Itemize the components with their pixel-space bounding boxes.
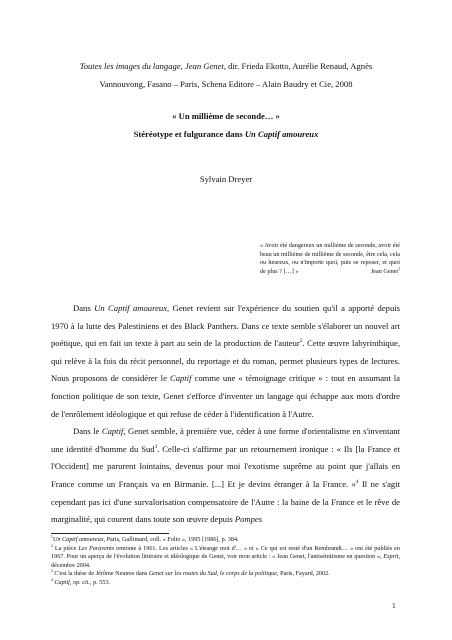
footnote-ref-3[interactable]: 3	[154, 443, 158, 450]
p2-text-d: Il ne s'agit cependant pas ici d'une survalorisation compensatoire de l'Autre : la haine de la France et le rêve de marginalité, qui courent dans toute son œuvre depuis	[51, 478, 400, 525]
footnote-1-text: , Paris, Gallimard, coll. « Folio », 1995 [1986], p. 384.	[103, 536, 239, 543]
source-book-title: Toutes les images du langage, Jean Genet	[79, 61, 224, 71]
footnote-1	[51, 536, 400, 545]
p2-italic-captif: Captif	[101, 426, 124, 437]
p1-text-c: . Cette œuvre labyrinthique, qui relève à la fois du récit personnel, du reportage et du roman, permet plusieurs types de lectures. Nous proposons de considérer le	[51, 338, 400, 384]
p2-text-b: , Genet semble, à première vue, céder à une forme d'orientalisme en s'inventant une identité d'homme du Sud	[51, 426, 400, 454]
footnote-2-text-b: remonte à 1961. Les articles « L'étrange mot d'… » et « Ce qui est resté d'un Rembrandt… » ont été publiés en 1967. Pour un aperçu de l'évolution littéraire et idéologique de Genet, voir mon article : « Jean Genet, l'antisémitisme en question »,	[51, 544, 401, 561]
footnote-2-number: 2	[51, 543, 53, 548]
footnote-4-italic: Captif, op. cit.	[52, 578, 90, 586]
p1-text-b: , Genet revient sur l'expérience du soutien qu'il a apporté depuis 1970 à la lutte des Palestiniens et des Black Panthers. Dans ce texte semble s'élaborer un nouvel art poétique, qui en fait un texte à part au sein de la production de l'auteur	[51, 303, 400, 349]
footnote-ref-2[interactable]: 2	[299, 338, 303, 345]
footnote-ref-4[interactable]: 4	[355, 479, 359, 486]
epigraph-quote: « Avoir été dangereux un millième de seconde, avoir été beau un millième de millième de seconde, être cela, cela ou heureux, ou n'importe quoi, puis se reposer, et quoi de plus ? […] »	[260, 242, 400, 275]
footnote-2-text-c: , décembre 2004.	[51, 553, 400, 569]
body-text	[51, 300, 400, 529]
epigraph-author: Jean Genet	[370, 268, 399, 275]
title-line1: « Un millième de seconde… »	[172, 111, 280, 121]
footnote-3	[51, 570, 400, 579]
p2-italic-pompes: Pompes	[234, 514, 263, 525]
p1-text-d: comme une « témoignage critique » : tout en assumant la fonction politique de son texte, Genet s'efforce d'inventer un langage qui échappe aux mots d'ordre de l'enrôlement idéologique et qui refuse de céder à l'identification à l'Autre.	[51, 373, 400, 419]
p1-italic-title: Un Captif amoureux	[94, 303, 168, 313]
source-line1-rest: , dir. Frieda Ekotto, Aurélie Renaud, Agnès	[223, 61, 373, 71]
source-line2: Vannouvong, Fasano – Paris, Schena Editore – Alain Baudry et Cie, 2008	[99, 79, 353, 89]
footnote-separator	[51, 533, 169, 534]
footnote-1-number: 1	[51, 534, 53, 539]
footnote-3-number: 3	[51, 569, 53, 574]
p2-text-c: . Celle-ci s'affirme par un retournement ironique : « Ils [la France et l'Occident] me parurent lointains, devenus pour moi l'exotisme suprême au point que j'allais en France comme un Français va en Birmanie. [...] Et je devins étranger à la France. »	[51, 443, 400, 489]
source-citation	[48, 57, 404, 93]
footnote-2-text-a: La pièce	[52, 544, 79, 552]
footnote-2-italic-esprit: Esprit	[383, 553, 399, 561]
footnote-4	[51, 579, 400, 588]
footnotes	[51, 536, 400, 588]
author-name: Sylvain Dreyer	[199, 174, 253, 184]
footnote-1-italic: Un Captif amoureux	[52, 536, 104, 543]
title-line2-italic: Un Captif amoureux	[244, 129, 319, 139]
page-number: 1	[392, 601, 396, 610]
title-line2-prefix: Stéréotype et fulgurance dans	[133, 129, 245, 139]
footnote-3-text-b: , Paris, Fayard, 2002.	[276, 570, 330, 578]
footnote-3-text-a: C'est la thèse de Jérôme Neutres dans	[52, 570, 149, 578]
footnote-ref-1[interactable]: 1	[398, 266, 400, 271]
footnote-4-text: , p. 553.	[89, 578, 111, 586]
epigraph-attribution	[260, 268, 400, 275]
article-title	[48, 107, 404, 143]
paragraph-1	[51, 300, 400, 423]
footnote-2-italic: Les Paravents	[78, 544, 115, 552]
footnote-3-italic: Genet sur les routes du Sud, le corps de la politique	[148, 570, 277, 578]
p1-text-a: Dans	[73, 303, 95, 313]
p2-text-a: Dans le	[73, 426, 102, 437]
p1-italic-captif: Captif	[169, 373, 192, 384]
paragraph-2	[51, 423, 400, 529]
footnote-4-number: 4	[51, 577, 53, 582]
